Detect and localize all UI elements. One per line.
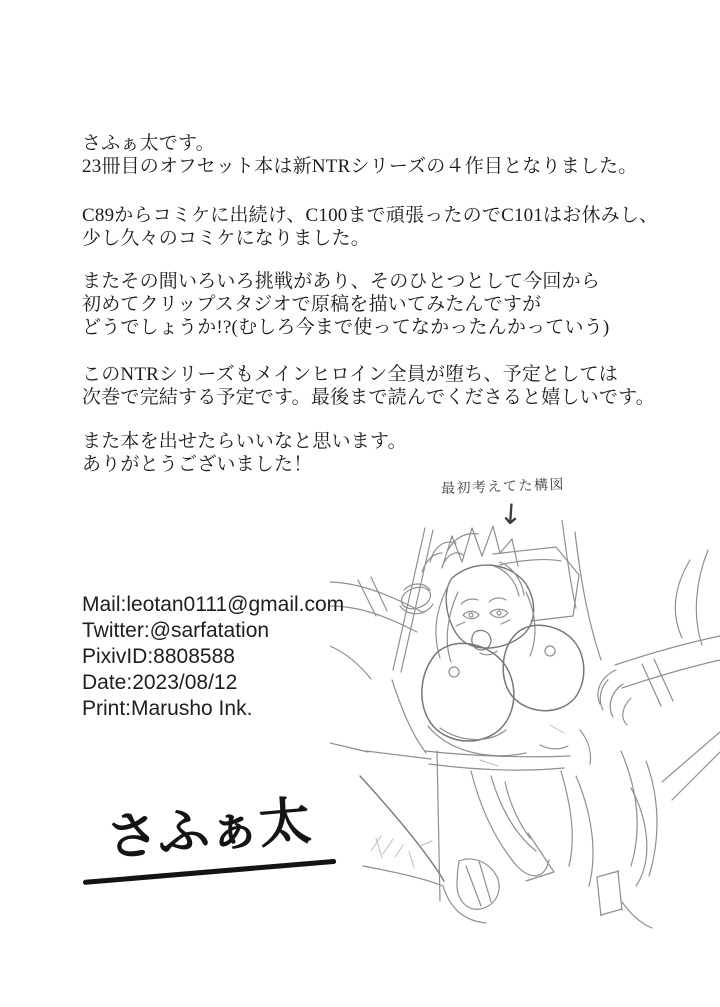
text-line: 23冊目のオフセット本は新NTRシリーズの４作目となりました。 (82, 156, 638, 177)
text-line: C89からコミケに出続け、C100まで頑張ったのでC101はお休みし、 (82, 205, 659, 226)
text-line: 初めてクリップスタジオで原稿を描いてみたんですが (82, 294, 542, 315)
down-arrow-icon: ↓ (497, 497, 524, 532)
text-line: このNTRシリーズもメインヒロイン全員が堕ち、予定としては (82, 364, 618, 385)
credit-line-print: Print:Marusho Ink. (82, 697, 253, 720)
credits-block (82, 592, 344, 722)
credit-line-date: Date:2023/08/12 (82, 671, 238, 694)
text-line: 次巻で完結する予定です。最後まで読んでくださると嬉しいです。 (82, 387, 655, 408)
afterword-paragraph (82, 204, 658, 250)
afterword-paragraph (82, 363, 655, 409)
rough-sketch-illustration (330, 520, 720, 940)
afterword-paragraph (82, 132, 638, 178)
text-line: 少し久々のコミケになりました。 (82, 228, 371, 249)
text-line: さふぁ太です。 (82, 133, 215, 154)
artist-signature: さふぁ太 (103, 792, 313, 868)
text-line: またその間いろいろ挑戦があり、そのひとつとして今回から (82, 271, 601, 292)
sketch-annotation-label: 最初考えてた構図 (440, 475, 566, 497)
afterword-paragraph (82, 270, 609, 339)
afterword-paragraph (82, 430, 407, 476)
credit-line-twitter: Twitter:@sarfatation (82, 619, 270, 642)
credit-line-mail: Mail:leotan0111@gmail.com (82, 593, 345, 616)
credit-line-pixiv: PixivID:8808588 (82, 645, 235, 668)
text-line: ありがとうございました！ (82, 454, 313, 475)
text-line: どうでしょうか!?(むしろ今まで使ってなかったんかっていう) (82, 317, 610, 338)
text-line: また本を出せたらいいなと思います。 (82, 431, 407, 452)
